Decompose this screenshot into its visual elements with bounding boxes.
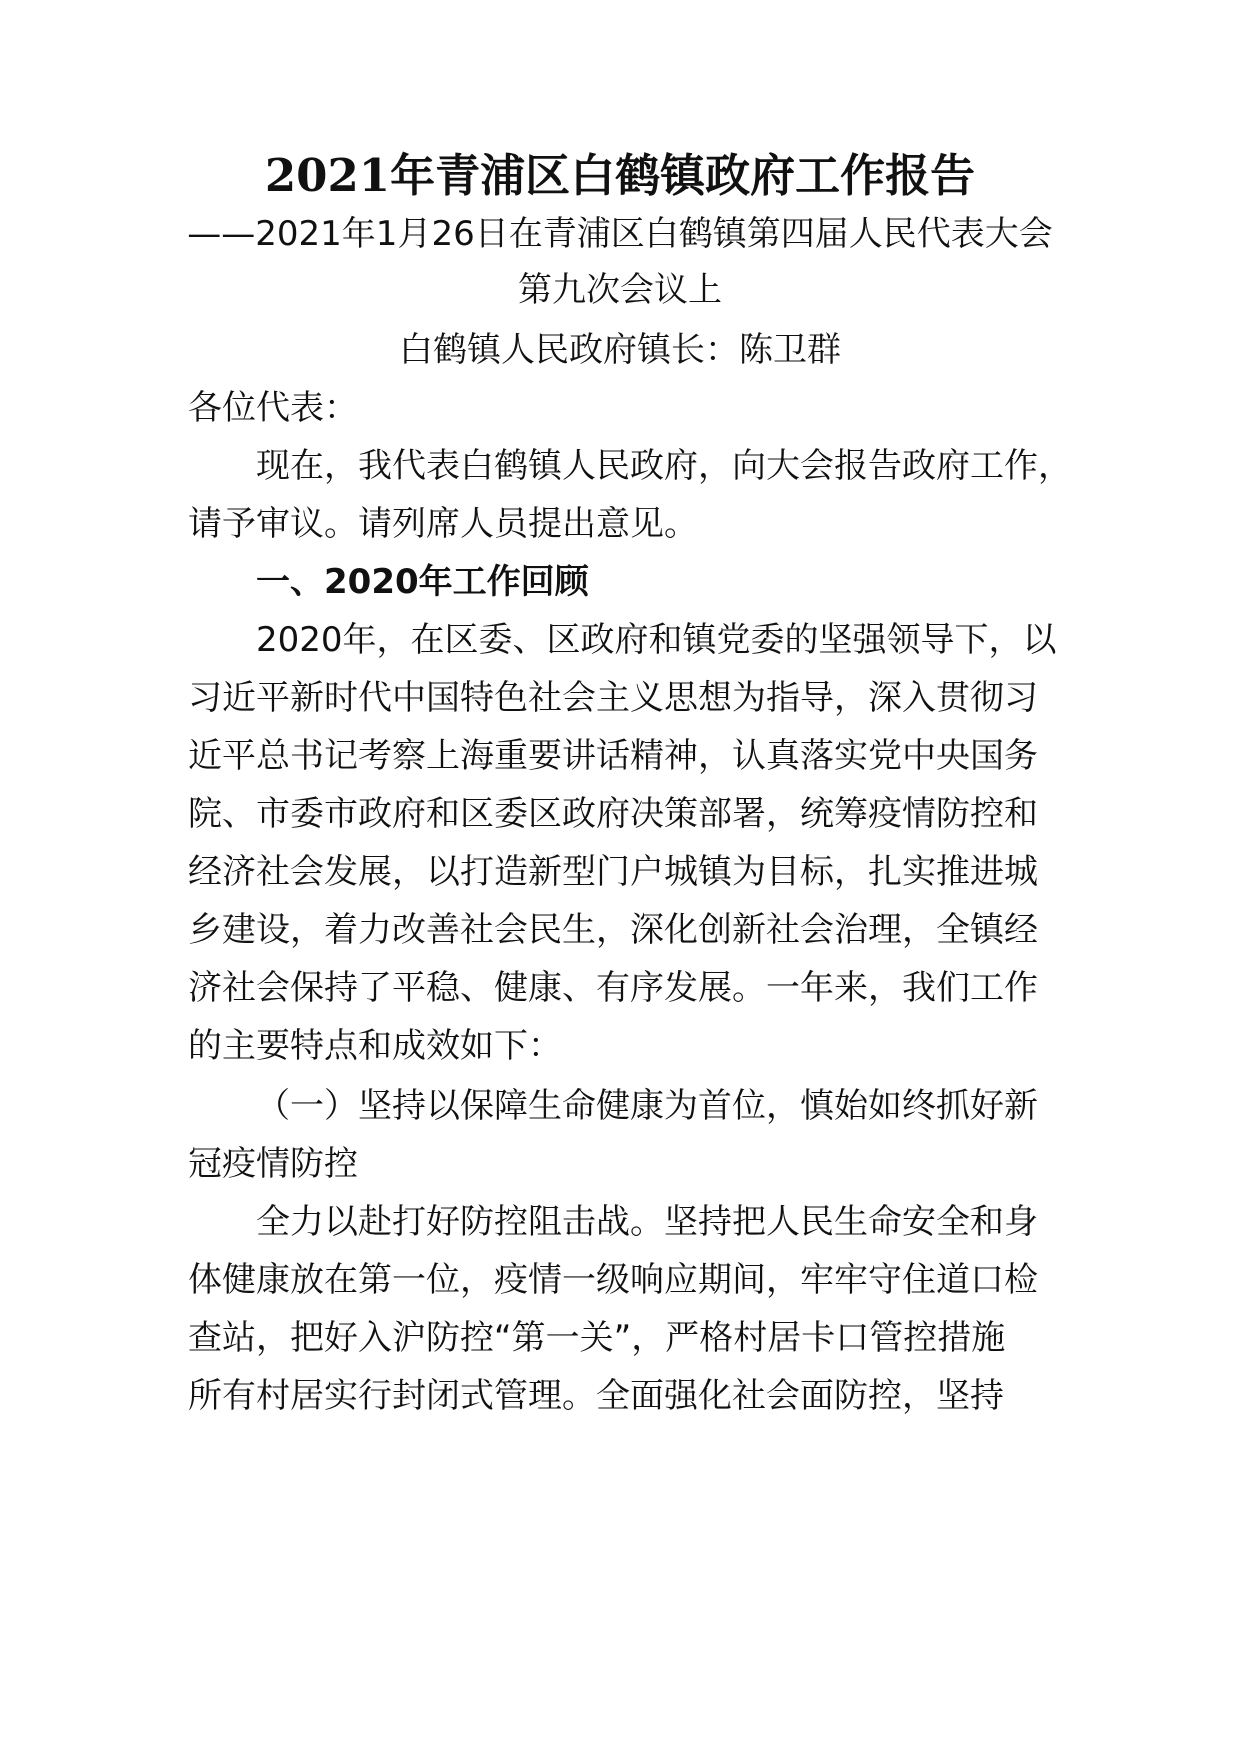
salutation: 各位代表：	[188, 388, 358, 428]
paragraph-2-line-2: 习近平新时代中国特色社会主义思想为指导，深入贯彻习	[188, 678, 1038, 718]
paragraph-3-line-2: 体健康放在第一位，疫情一级响应期间，牢牢守住道口检	[188, 1260, 1038, 1300]
paragraph-3-line-4: 所有村居实行封闭式管理。全面强化社会面防控，坚持	[188, 1376, 1004, 1416]
paragraph-1-line-2: 请予审议。请列席人员提出意见。	[188, 504, 698, 544]
paragraph-2-line-6: 乡建设，着力改善社会民生，深化创新社会治理，全镇经	[188, 910, 1038, 950]
paragraph-2-line-7: 济社会保持了平稳、健康、有序发展。一年来，我们工作	[188, 968, 1038, 1008]
paragraph-1-line-1: 现在，我代表白鹤镇人民政府，向大会报告政府工作，	[256, 446, 1072, 486]
paragraph-2-line-5: 经济社会发展，以打造新型门户城镇为目标，扎实推进城	[188, 852, 1038, 892]
document-title: 2021年青浦区白鹤镇政府工作报告	[264, 149, 976, 202]
paragraph-2-line-4: 院、市委市政府和区委区政府决策部署，统筹疫情防控和	[188, 794, 1038, 834]
document-subtitle-line-1: ——2021年1月26日在青浦区白鹤镇第四届人民代表大会	[187, 214, 1053, 254]
subsection-1-heading-line-2: 冠疫情防控	[188, 1144, 358, 1184]
paragraph-3-line-1: 全力以赴打好防控阻击战。坚持把人民生命安全和身	[256, 1202, 1038, 1242]
paragraph-2-line-8: 的主要特点和成效如下：	[188, 1026, 562, 1066]
paragraph-3-line-3: 查站，把好入沪防控“第一关”，严格村居卡口管控措施	[188, 1318, 1006, 1358]
document-author: 白鹤镇人民政府镇长：陈卫群	[399, 330, 841, 370]
paragraph-2-line-1: 2020年，在区委、区政府和镇党委的坚强领导下，以	[256, 620, 1057, 660]
paragraph-2-line-3: 近平总书记考察上海重要讲话精神，认真落实党中央国务	[188, 736, 1038, 776]
subsection-1-heading-line-1: （一）坚持以保障生命健康为首位，慎始如终抓好新	[256, 1086, 1038, 1126]
section-1-heading: 一、2020年工作回顾	[256, 562, 589, 602]
document-subtitle-line-2: 第九次会议上	[518, 270, 722, 310]
